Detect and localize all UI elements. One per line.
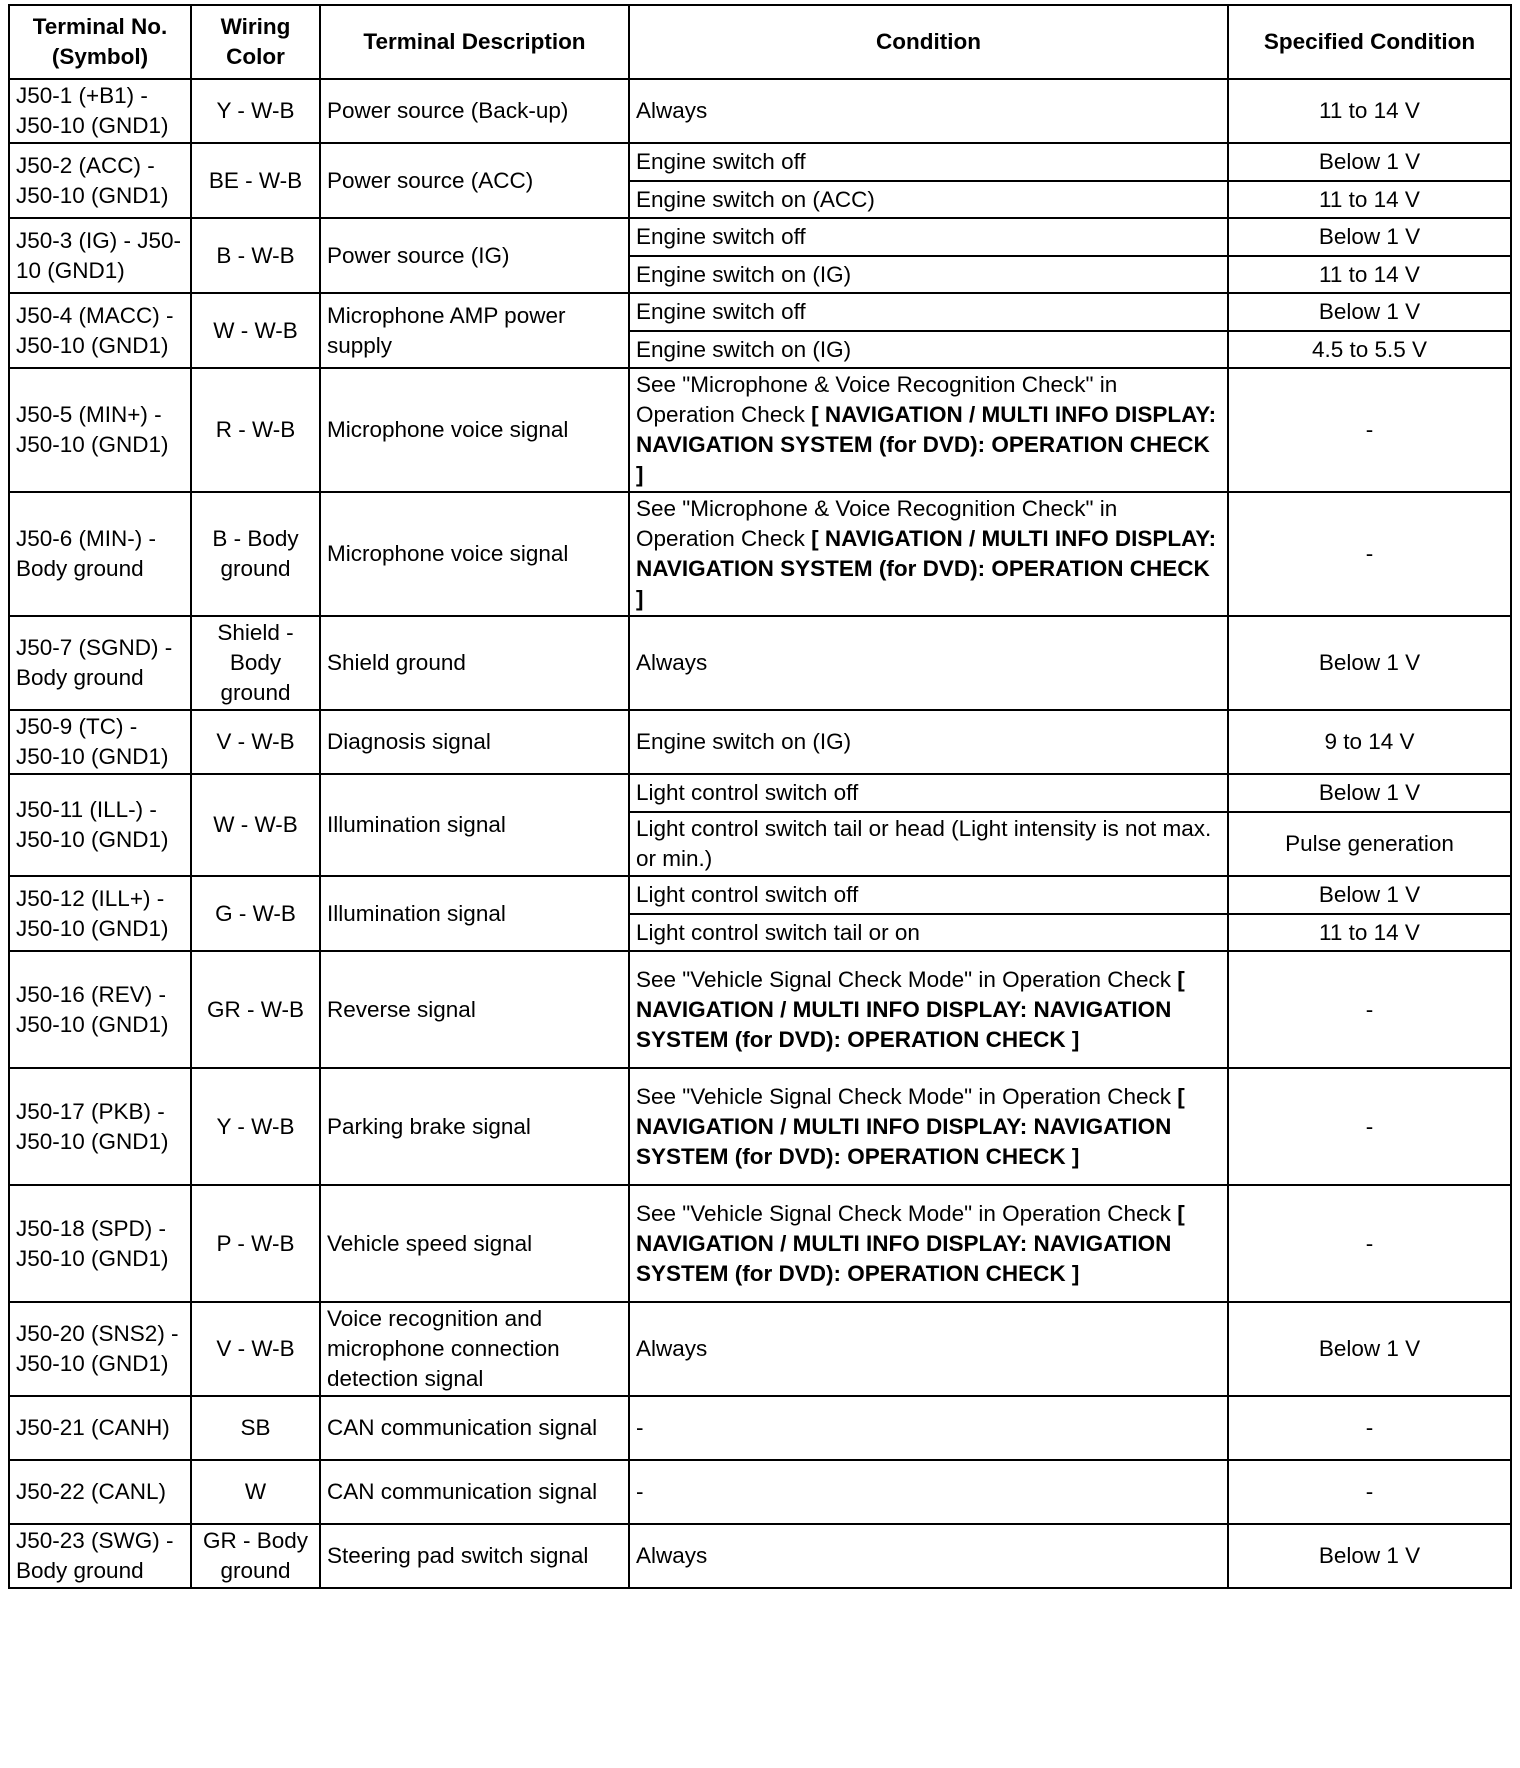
wiring-color-cell: Y - W-B — [191, 79, 320, 143]
terminal-cell: J50-17 (PKB) - J50-10 (GND1) — [9, 1068, 191, 1185]
table-row — [9, 1068, 1511, 1185]
wiring-color-cell: G - W-B — [191, 876, 320, 951]
table-row — [9, 710, 1511, 774]
header-specified-condition: Specified Condition — [1228, 5, 1511, 79]
wiring-color-cell: R - W-B — [191, 368, 320, 492]
condition-text: Engine switch off — [636, 299, 806, 324]
description-cell: Parking brake signal — [320, 1068, 629, 1185]
operation-check-reference: [ NAVIGATION / MULTI INFO DISPLAY: NAVIGATION SYSTEM (for DVD): OPERATION CHECK ] — [636, 966, 1185, 1052]
wiring-color-cell: GR - W-B — [191, 951, 320, 1068]
terminal-cell: J50-23 (SWG) - Body ground — [9, 1524, 191, 1588]
condition-cell — [629, 812, 1228, 876]
condition-text: See "Vehicle Signal Check Mode" in Operation Check — [636, 1200, 1172, 1226]
condition-cell — [629, 492, 1228, 616]
wiring-color-cell: P - W-B — [191, 1185, 320, 1302]
specified-condition-cell: 9 to 14 V — [1228, 710, 1511, 774]
specified-condition-cell: Below 1 V — [1228, 616, 1511, 710]
terminal-cell: J50-1 (+B1) - J50-10 (GND1) — [9, 79, 191, 143]
condition-text: Light control switch off — [636, 780, 859, 805]
description-cell: Voice recognition and microphone connection detection signal — [320, 1302, 629, 1396]
condition-cell — [629, 951, 1228, 1068]
table-row — [9, 1460, 1511, 1524]
condition-cell — [629, 79, 1228, 143]
terminal-cell: J50-6 (MIN-) - Body ground — [9, 492, 191, 616]
header-wiring-color: Wiring Color — [191, 5, 320, 79]
wiring-color-cell: W - W-B — [191, 293, 320, 368]
description-cell: Power source (ACC) — [320, 143, 629, 218]
terminal-cell: J50-11 (ILL-) - J50-10 (GND1) — [9, 774, 191, 876]
specified-condition-cell: - — [1228, 1185, 1511, 1302]
table-row — [9, 218, 1511, 256]
condition-text: See "Microphone & Voice Recognition Check" in Operation Check — [636, 372, 1118, 427]
condition-text: Engine switch on (IG) — [636, 336, 852, 362]
condition-text: Light control switch off — [636, 882, 859, 907]
table-row — [9, 79, 1511, 143]
condition-cell — [629, 1396, 1228, 1460]
specified-condition-cell: 11 to 14 V — [1228, 914, 1511, 951]
condition-text: Always — [636, 98, 708, 123]
terminal-cell: J50-16 (REV) - J50-10 (GND1) — [9, 951, 191, 1068]
terminal-cell: J50-2 (ACC) - J50-10 (GND1) — [9, 143, 191, 218]
condition-text: Engine switch on (ACC) — [636, 186, 875, 212]
terminal-cell: J50-21 (CANH) — [9, 1396, 191, 1460]
table-row — [9, 951, 1511, 1068]
wiring-color-cell: W - W-B — [191, 774, 320, 876]
condition-cell — [629, 616, 1228, 710]
condition-text: Engine switch on (IG) — [636, 729, 852, 754]
terminal-cell: J50-12 (ILL+) - J50-10 (GND1) — [9, 876, 191, 951]
wiring-color-cell: V - W-B — [191, 1302, 320, 1396]
condition-text: See "Vehicle Signal Check Mode" in Operation Check — [636, 966, 1172, 992]
wiring-color-cell: B - W-B — [191, 218, 320, 293]
table-row — [9, 616, 1511, 710]
table-row — [9, 492, 1511, 616]
condition-cell — [629, 218, 1228, 256]
specified-condition-cell: - — [1228, 951, 1511, 1068]
condition-text: Engine switch off — [636, 224, 806, 249]
operation-check-reference: [ NAVIGATION / MULTI INFO DISPLAY: NAVIGATION SYSTEM (for DVD): OPERATION CHECK ] — [636, 1083, 1185, 1169]
table-row — [9, 1185, 1511, 1302]
condition-text: - — [636, 1415, 644, 1440]
wiring-color-cell: SB — [191, 1396, 320, 1460]
condition-cell — [629, 710, 1228, 774]
terminal-table-page — [8, 4, 1510, 1589]
header-condition: Condition — [629, 5, 1228, 79]
condition-text: Engine switch off — [636, 149, 806, 174]
wiring-color-cell: Shield - Body ground — [191, 616, 320, 710]
specified-condition-cell: Pulse generation — [1228, 812, 1511, 876]
specified-condition-cell: - — [1228, 1396, 1511, 1460]
specified-condition-cell: 11 to 14 V — [1228, 256, 1511, 293]
condition-cell — [629, 256, 1228, 293]
description-cell: Diagnosis signal — [320, 710, 629, 774]
description-cell: Power source (Back-up) — [320, 79, 629, 143]
specified-condition-cell: Below 1 V — [1228, 143, 1511, 181]
description-cell: CAN communication signal — [320, 1460, 629, 1524]
operation-check-reference: [ NAVIGATION / MULTI INFO DISPLAY: NAVIGATION SYSTEM (for DVD): OPERATION CHECK ] — [636, 402, 1217, 487]
table-row — [9, 1396, 1511, 1460]
condition-text: Always — [636, 650, 708, 675]
condition-cell — [629, 331, 1228, 368]
condition-cell — [629, 143, 1228, 181]
description-cell: Illumination signal — [320, 876, 629, 951]
terminal-cell: J50-22 (CANL) — [9, 1460, 191, 1524]
specified-condition-cell: Below 1 V — [1228, 774, 1511, 812]
operation-check-reference: [ NAVIGATION / MULTI INFO DISPLAY: NAVIGATION SYSTEM (for DVD): OPERATION CHECK ] — [636, 1200, 1185, 1286]
description-cell: Microphone voice signal — [320, 368, 629, 492]
terminal-table — [8, 4, 1512, 1589]
table-row — [9, 1302, 1511, 1396]
specified-condition-cell: - — [1228, 368, 1511, 492]
description-cell: Vehicle speed signal — [320, 1185, 629, 1302]
wiring-color-cell: Y - W-B — [191, 1068, 320, 1185]
terminal-cell: J50-4 (MACC) - J50-10 (GND1) — [9, 293, 191, 368]
condition-cell — [629, 1185, 1228, 1302]
table-row — [9, 143, 1511, 181]
terminal-cell: J50-7 (SGND) - Body ground — [9, 616, 191, 710]
condition-text: Engine switch on (IG) — [636, 261, 852, 287]
condition-text: - — [636, 1479, 644, 1504]
condition-text: See "Microphone & Voice Recognition Check" in Operation Check — [636, 496, 1118, 551]
header-terminal-description: Terminal Description — [320, 5, 629, 79]
condition-text: Light control switch tail or on — [636, 919, 920, 945]
condition-text: See "Vehicle Signal Check Mode" in Operation Check — [636, 1083, 1172, 1109]
table-row — [9, 293, 1511, 331]
description-cell: Shield ground — [320, 616, 629, 710]
specified-condition-cell: Below 1 V — [1228, 876, 1511, 914]
specified-condition-cell: 11 to 14 V — [1228, 181, 1511, 218]
specified-condition-cell: 11 to 14 V — [1228, 79, 1511, 143]
description-cell: Illumination signal — [320, 774, 629, 876]
wiring-color-cell: BE - W-B — [191, 143, 320, 218]
specified-condition-cell: Below 1 V — [1228, 1302, 1511, 1396]
description-cell: Microphone voice signal — [320, 492, 629, 616]
wiring-color-cell: GR - Body ground — [191, 1524, 320, 1588]
description-cell: Power source (IG) — [320, 218, 629, 293]
table-row — [9, 1524, 1511, 1588]
wiring-color-cell: V - W-B — [191, 710, 320, 774]
condition-cell — [629, 1068, 1228, 1185]
terminal-cell: J50-3 (IG) - J50-10 (GND1) — [9, 218, 191, 293]
condition-cell — [629, 1302, 1228, 1396]
condition-text: Always — [636, 1336, 708, 1361]
terminal-cell: J50-5 (MIN+) - J50-10 (GND1) — [9, 368, 191, 492]
table-row — [9, 876, 1511, 914]
condition-cell — [629, 876, 1228, 914]
specified-condition-cell: - — [1228, 1068, 1511, 1185]
condition-cell — [629, 914, 1228, 951]
condition-cell — [629, 181, 1228, 218]
table-body — [9, 79, 1511, 1588]
condition-cell — [629, 774, 1228, 812]
description-cell: Steering pad switch signal — [320, 1524, 629, 1588]
specified-condition-cell: Below 1 V — [1228, 218, 1511, 256]
specified-condition-cell: - — [1228, 492, 1511, 616]
condition-text: Always — [636, 1543, 708, 1568]
wiring-color-cell: W — [191, 1460, 320, 1524]
description-cell: CAN communication signal — [320, 1396, 629, 1460]
table-row — [9, 368, 1511, 492]
condition-cell — [629, 368, 1228, 492]
operation-check-reference: [ NAVIGATION / MULTI INFO DISPLAY: NAVIGATION SYSTEM (for DVD): OPERATION CHECK ] — [636, 526, 1217, 611]
specified-condition-cell: 4.5 to 5.5 V — [1228, 331, 1511, 368]
terminal-cell: J50-18 (SPD) - J50-10 (GND1) — [9, 1185, 191, 1302]
condition-cell — [629, 1524, 1228, 1588]
terminal-cell: J50-20 (SNS2) - J50-10 (GND1) — [9, 1302, 191, 1396]
description-cell: Microphone AMP power supply — [320, 293, 629, 368]
wiring-color-cell: B - Body ground — [191, 492, 320, 616]
specified-condition-cell: Below 1 V — [1228, 293, 1511, 331]
condition-cell — [629, 293, 1228, 331]
description-cell: Reverse signal — [320, 951, 629, 1068]
specified-condition-cell: - — [1228, 1460, 1511, 1524]
terminal-cell: J50-9 (TC) - J50-10 (GND1) — [9, 710, 191, 774]
table-row — [9, 774, 1511, 812]
specified-condition-cell: Below 1 V — [1228, 1524, 1511, 1588]
header-terminal: Terminal No. (Symbol) — [9, 5, 191, 79]
condition-text: Light control switch tail or head (Light intensity is not max. or min.) — [636, 816, 1212, 871]
table-header-row — [9, 5, 1511, 79]
condition-cell — [629, 1460, 1228, 1524]
